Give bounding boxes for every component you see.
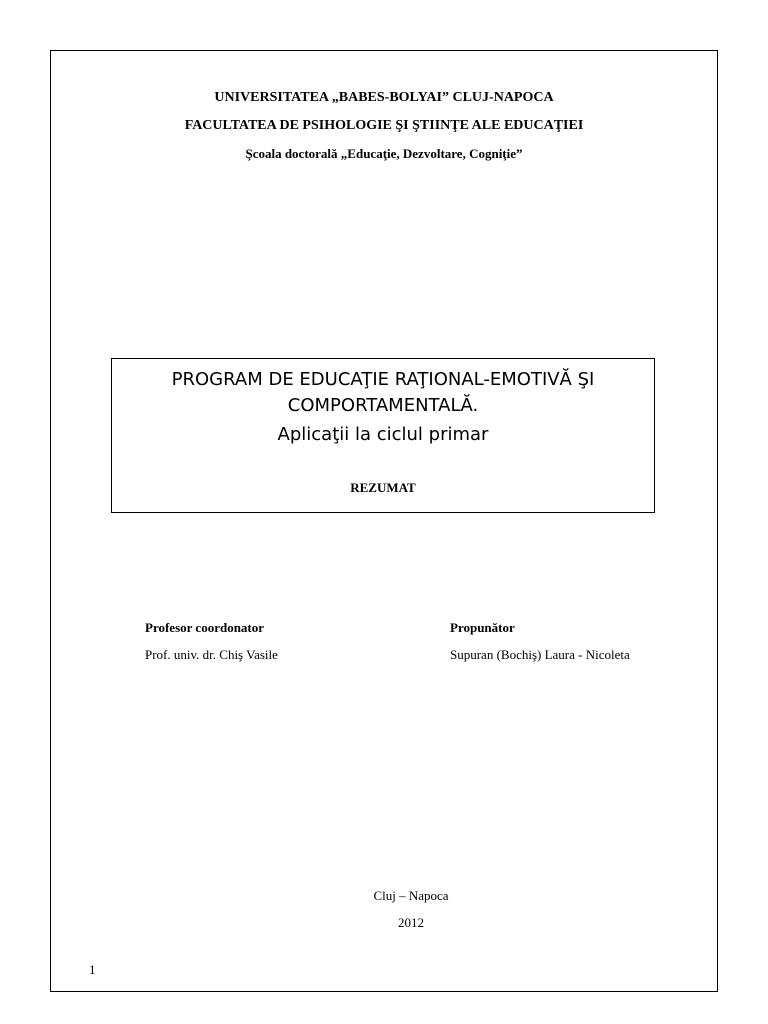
university-name: UNIVERSITATEA „BABES-BOLYAI” CLUJ-NAPOCA [214, 90, 554, 105]
faculty-name: FACULTATEA DE PSIHOLOGIE ŞI ŞTIINŢE ALE EDUCAŢIEI [184, 118, 584, 133]
coordinator-label: Profesor coordonator [145, 620, 265, 635]
city: Cluj – Napoca [373, 888, 449, 903]
page-number: 1 [89, 962, 96, 977]
title-box [111, 358, 655, 513]
author-name: Supuran (Bochiş) Laura - Nicoleta [450, 647, 630, 662]
coordinator-name: Prof. univ. dr. Chiş Vasile [145, 647, 278, 662]
year: 2012 [398, 915, 424, 930]
doctoral-school: Şcoala doctorală „Educaţie, Dezvoltare, Cogniţie” [245, 146, 523, 161]
thesis-title-line1: PROGRAM DE EDUCAŢIE RAŢIONAL-EMOTIVĂ ŞI [171, 369, 595, 390]
thesis-subtitle: Aplicaţii la ciclul primar [277, 424, 489, 445]
author-label: Propunător [450, 620, 515, 635]
thesis-title-line2: COMPORTAMENTALĂ. [287, 395, 479, 416]
page-border [50, 50, 718, 992]
summary-label: REZUMAT [350, 480, 416, 495]
